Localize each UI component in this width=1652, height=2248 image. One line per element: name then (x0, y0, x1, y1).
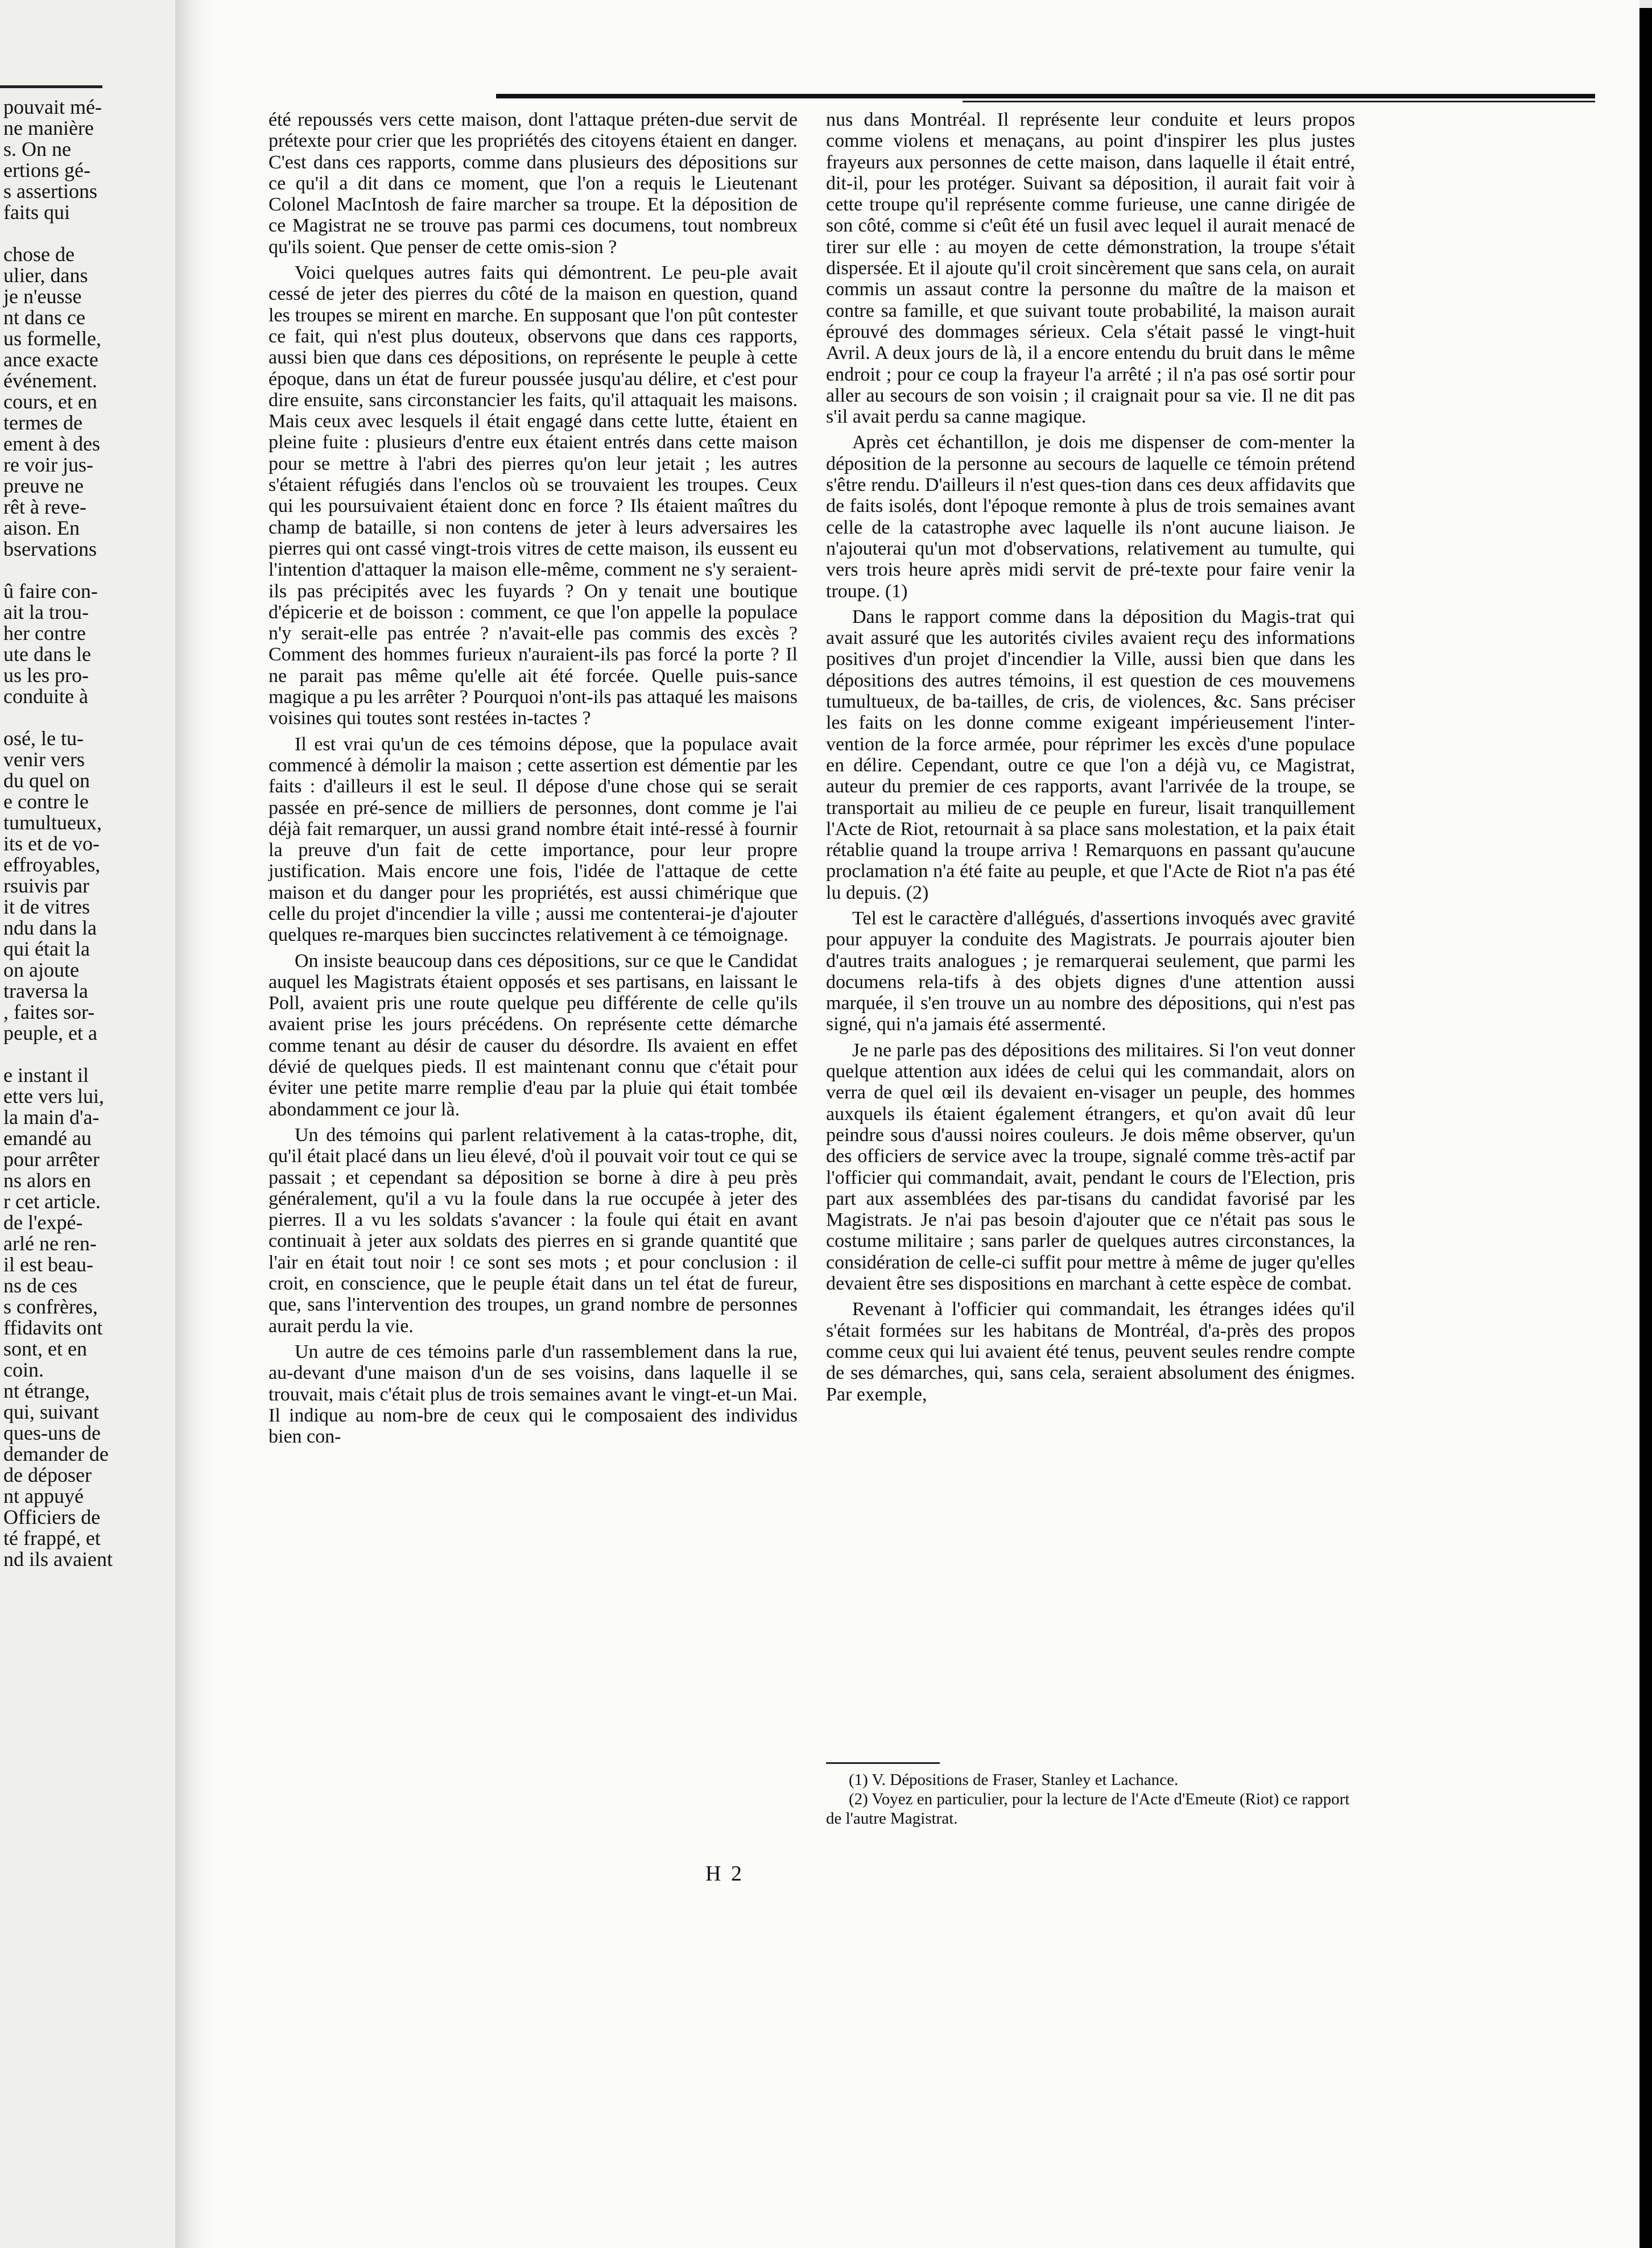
left-fragment-line (3, 1044, 174, 1065)
left-fragment-line: pouvait mé- (3, 96, 102, 118)
left-fragment-line: ne manière (3, 117, 94, 139)
left-fragment-line: its et de vo- (3, 832, 100, 855)
left-fragment-line: sont, et en (3, 1337, 87, 1360)
left-page-fragment (0, 0, 175, 2248)
left-fragment-line: conduite à (3, 685, 88, 708)
paragraph: Je ne parle pas des dépositions des militaires. Si l'on veut donner quelque attention aux idées de celui qui les commandait, alors on verra de quel œil ils devaient en-visager un peuple, des hommes auxquels ils étaient également étrangers, et qu'on avait dû leur peindre sous d'aussi noires couleurs. Je dois même observer, qu'un des officiers de service avec la troupe, signalé comme très-actif par l'officier qui commandait, avait, pendant le cours de l'Election, pris part aux assemblées des par-tisans du candidat favorisé par les Magistrats. Je n'ai pas besoin d'ajouter que ce n'était pas sous le costume militaire ; sans parler de quelques autres circonstances, la considération de celle-ci suffit pour mettre à même de juger qu'elles devaient être ses dispositions en marchant à cette espèce de combat. (826, 1039, 1355, 1295)
left-fragment-line: , faites sor- (3, 1001, 95, 1023)
left-fragment-line: coin. (3, 1358, 44, 1381)
paragraph: On insiste beaucoup dans ces dépositions, sur ce que le Candidat auquel les Magistrats étaient opposés et ses partisans, en laissant le Poll, avaient pris une route quelque peu différente de celle qu'ils avaient prise les jours précédens. On représente cette démarche comme tenant au désir de causer du désordre. Ils avaient en effet dévié de quelques pieds. Il est maintenant connu que c'était pour éviter une petite marre remplie d'eau par la pluie qui était tombée abondamment ce jour là. (269, 950, 798, 1120)
left-fragment-line: bservations (3, 538, 97, 560)
left-fragment-line: du quel on (3, 769, 90, 792)
left-fragment-line: ns alors en (3, 1169, 91, 1192)
left-fragment-line: re voir jus- (3, 453, 93, 476)
left-fragment-line: chose de (3, 243, 75, 266)
left-fragment-line: on ajoute (3, 958, 79, 981)
paragraph: nus dans Montréal. Il représente leur conduite et leurs propos comme violens et menaçans, au point d'inspirer les plus justes frayeurs aux personnes de cette maison, dans laquelle il était entré, dit-il, pour les protéger. Suivant sa déposition, il aurait fait voir à cette troupe qu'il représente comme furieuse, une canne dirigée de son côté, comme si c'eût été un fusil avec lequel il aurait menacé de tirer sur elle : au moyen de cette démonstration, la troupe s'était dispersée. Et il ajoute qu'il croit sincèrement que sans cela, on aurait commis un assaut contre la personne du maître de la maison et contre sa famille, et que suivant toute probabilité, la maison aurait éprouvé des dommages sérieux. Cela s'était passé le vingt-huit Avril. A deux jours de là, il a encore entendu du bruit dans le même endroit ; pour ce coup la frayeur l'a arrêté ; il n'a pas osé sortir pour aller au secours de son voisin ; il craignait pour sa vie. Il ne dit pas s'il avait perdu sa canne magique. (826, 109, 1355, 428)
left-fragment-line: ndu dans la (3, 916, 97, 939)
left-fragment-line: nd ils avaient (3, 1548, 113, 1571)
left-fragment-line: r cet article. (3, 1190, 101, 1213)
left-fragment-line: ance exacte (3, 348, 98, 371)
paragraph: Tel est le caractère d'allégués, d'assertions invoqués avec gravité pour appuyer la conduite des Magistrats. Je pourrais ajouter bien d'autres traits analogues ; je remarquerai seulement, que parmi les documens rela-tifs à des objets dignes d'une attention aussi marquée, il s'en trouve un au nombre des dépositions, qui n'est pas signé, qui n'a jamais été assermenté. (826, 907, 1355, 1035)
left-fragment-line: e instant il (3, 1064, 89, 1086)
paragraph: Revenant à l'officier qui commandait, les étranges idées qu'il s'était formées sur les habitans de Montréal, d'a-près des propos comme ceux qui lui avaient été tenus, peuvent seules rendre compte de ses démarches, qui, sans cela, seraient absolument des énigmes. Par exemple, (826, 1299, 1355, 1405)
text-column-right (826, 109, 1355, 1410)
left-fragment-line: ertions gé- (3, 159, 90, 181)
left-fragment-line: us les pro- (3, 664, 89, 687)
left-fragment-line: us formelle, (3, 327, 101, 350)
left-fragment-line (3, 560, 174, 581)
left-fragment-line: tumultueux, (3, 811, 102, 834)
left-fragment-line: her contre (3, 622, 86, 644)
left-fragment-line: preuve ne (3, 474, 84, 497)
left-fragment-line: nt étrange, (3, 1379, 90, 1402)
left-fragment-line: de déposer (3, 1464, 92, 1486)
left-fragment-line: ffidavits ont (3, 1316, 103, 1339)
left-fragment-line: û faire con- (3, 580, 98, 602)
left-fragment-line: ns de ces (3, 1274, 77, 1297)
left-fragment-line (3, 707, 174, 728)
left-fragment-line (3, 223, 174, 244)
paragraph: Un des témoins qui parlent relativement à la catas-trophe, dit, qu'il était placé dans un lieu élevé, d'où il pouvait voir tout ce qui se passait ; et cependant sa déposition se borne à dire à peu près généralement, qu'il a vu la foule dans la rue occupée à jeter des pierres. Il a vu les soldats s'avancer : la foule qui était en avant continuait à jeter aux soldats des pierres en si grande quantité que l'air en était tout noir ! ce sont ses mots ; et pour conclusion : il croit, en conscience, que le peuple était dans un tel état de fureur, que, sans l'intervention des troupes, un grand nombre de personnes aurait perdu la vie. (269, 1124, 798, 1337)
left-fragment-line: ques-uns de (3, 1421, 101, 1444)
left-fragment-line: la main d'a- (3, 1106, 100, 1129)
paragraph: Il est vrai qu'un de ces témoins dépose, que la populace avait commencé à démolir la maison ; cette assertion est démentie par les faits : d'ailleurs il est le seul. Il dépose d'une chose qui se serait passée en pré-sence de milliers de personnes, dont comme je l'ai déjà fait remarquer, un aussi grand nombre était inté-ressé à fournir la preuve d'un fait de cette importance, pour leur propre justification. Mais encore une fois, l'idée de l'attaque de cette maison et du danger pour les propriétés, est aussi chimérique que celle du projet d'incendier la ville ; aussi me contenterai-je d'ajouter quelques re-marques bien succinctes relativement à ce témoignage. (269, 733, 798, 946)
text-column-left (269, 109, 798, 1452)
left-fragment-line: venir vers (3, 748, 85, 771)
left-fragment-line: peuple, et a (3, 1022, 97, 1044)
left-fragment-line: faits qui (3, 201, 70, 224)
left-fragment-line: je n'eusse (3, 285, 82, 308)
left-page-text (3, 97, 174, 1570)
left-fragment-line: rêt à reve- (3, 495, 86, 518)
left-fragment-line: Officiers de (3, 1506, 101, 1528)
left-fragment-line: il est beau- (3, 1253, 93, 1276)
left-fragment-line: qui, suivant (3, 1400, 99, 1423)
left-fragment-line: s confrères, (3, 1295, 98, 1318)
paragraph: Voici quelques autres faits qui démontrent. Le peu-ple avait cessé de jeter des pierres du côté de la maison en question, quand les troupes se mirent en marche. En supposant que l'on pût contester ce fait, qui n'est plus douteux, observons que dans ces rapports, aussi bien que dans ces dépositions, on représente le peuple à cette époque, dans un état de fureur poussée jusqu'au délire, et c'est pour dire ensuite, sans circonstancier les faits, qu'il attaquait les maisons. Mais ceux avec lesquels il était engagé dans cette lutte, étaient en pleine fuite : plusieurs d'entre eux étaient entrés dans cette maison pour se mettre à l'abri des pierres qu'on leur jetait ; les autres s'étaient réfugiés dans l'enclos où se trouvaient les troupes. Ceux qui les poursuivaient étaient donc en force ? Ils étaient maîtres du champ de bataille, si non contens de jeter à leurs adversaires les pierres qui ont cassé vingt-trois vitres de cette maison, ils eussent eu l'intention d'attaquer la maison elle-même, comment ne s'y seraient-ils pas précipités avec les fuyards ? On y tenait une boutique d'épicerie et de boisson : comment, ce que l'on appelle la populace n'y serait-elle pas entrée ? n'avait-elle pas commis des excès ? Comment des hommes furieux n'auraient-ils pas forcé la porte ? Il ne parait pas même qu'elle ait été forcée. Quelle puis-sance magique a pu les arrêter ? Pourquoi n'ont-ils pas attaqué les maisons voisines qui toutes sont restées in-tactes ? (269, 262, 798, 729)
footnote-rule (826, 1762, 940, 1764)
left-fragment-line: té frappé, et (3, 1527, 101, 1549)
left-fragment-line: ette vers lui, (3, 1085, 104, 1108)
paragraph: été repoussés vers cette maison, dont l'attaque préten-due servit de prétexte pour crier que les propriétés des citoyens étaient en danger. C'est dans ces rapports, comme dans plusieurs des dépositions sur ce qu'il a dit dans ce moment, que l'on a requis le Lieutenant Colonel MacIntosh de faire marcher sa troupe. Et la déposition de ce Magistrat ne se trouve pas parmi ces documens, tout nombreux qu'ils soient. Que penser de cette omis-sion ? (269, 109, 798, 258)
left-fragment-line: s. On ne (3, 138, 71, 160)
main-page (212, 0, 1639, 2248)
left-fragment-line: traversa la (3, 980, 88, 1002)
paragraph: Un autre de ces témoins parle d'un rassemblement dans la rue, au-devant d'une maison d'un de ses voisins, dans laquelle il se trouvait, mais c'était plus de trois semaines avant le vingt-et-un Mai. Il indique au nom-bre de ceux qui le composaient des individus bien con- (269, 1341, 798, 1448)
left-page-rule (0, 85, 102, 88)
paragraph: Après cet échantillon, je dois me dispenser de com-menter la déposition de la personne au secours de laquelle ce témoin prétend s'être rendu. D'ailleurs il n'est ques-tion dans ces deux affidavits que de faits isolés, dont l'époque remonte à plus de trois semaines avant celle de la catastrophe avec laquelle ils n'ont aucune liaison. Je n'ajouterai qu'un mot d'observations, relativement au tumulte, qui vers trois heure après midi servit de pré-texte pour faire venir la troupe. (1) (826, 432, 1355, 602)
left-fragment-line: demander de (3, 1443, 109, 1465)
left-fragment-line: nt appuyé (3, 1485, 84, 1507)
left-fragment-line: événement. (3, 369, 97, 392)
corner-mark (1639, 0, 1652, 8)
signature-mark: H 2 (705, 1862, 744, 1886)
left-fragment-line: arlé ne ren- (3, 1232, 97, 1255)
left-fragment-line: osé, le tu- (3, 727, 84, 750)
left-fragment-line: ulier, dans (3, 264, 88, 287)
left-fragment-line: rsuivis par (3, 874, 89, 897)
paragraph: Dans le rapport comme dans la déposition du Magis-trat qui avait assuré que les autorités civiles avaient reçu des informations positives d'un projet d'incendier la Ville, aussi bien que dans les dépositions des autres témoins, il est question de ces mouvemens tumultueux, de ba-tailles, de cris, de violences, &c. Sans préciser les faits on les donne comme exigeant impérieusement l'inter-vention de la force armée, pour réprimer les excès d'une populace en délire. Cependant, outre ce que l'on a déjà vu, ce Magistrat, auteur du premier de ces rapports, avant l'arrivée de la troupe, se transportait au milieu de ce peuple en fureur, lisait tranquillement l'Acte de Riot, retournait à sa place sans molestation, et la paix était rétablie quand la troupe arriva ! Remarquons en passant qu'aucune proclamation n'a été faite au peuple, et que l'Acte de Riot n'a pas été lu depuis. (2) (826, 606, 1355, 903)
left-fragment-line: effroyables, (3, 853, 101, 876)
footnotes (826, 1770, 1355, 1828)
left-fragment-line: s assertions (3, 180, 97, 203)
left-fragment-line: ute dans le (3, 643, 91, 666)
left-fragment-line: pour arrêter (3, 1148, 100, 1171)
header-rule (496, 94, 1595, 98)
left-fragment-line: de l'expé- (3, 1211, 83, 1234)
left-fragment-line: it de vitres (3, 895, 90, 918)
left-fragment-line: e contre le (3, 790, 89, 813)
left-fragment-line: termes de (3, 411, 82, 434)
footnote: (2) Voyez en particulier, pour la lecture de l'Acte d'Emeute (Riot) ce rapport de l'autre Magistrat. (826, 1790, 1350, 1828)
footnote: (1) V. Dépositions de Fraser, Stanley et Lachance. (849, 1771, 1179, 1789)
left-fragment-line: nt dans ce (3, 306, 85, 329)
left-fragment-line: ait la trou- (3, 601, 89, 623)
right-scan-border (1639, 0, 1652, 2248)
book-gutter (175, 0, 212, 2248)
left-fragment-line: emandé au (3, 1127, 92, 1150)
left-fragment-line: ement à des (3, 432, 100, 455)
header-rule-secondary (963, 101, 1595, 102)
left-fragment-line: aison. En (3, 516, 80, 539)
left-fragment-line: cours, et en (3, 390, 97, 413)
left-fragment-line: qui était la (3, 937, 90, 960)
